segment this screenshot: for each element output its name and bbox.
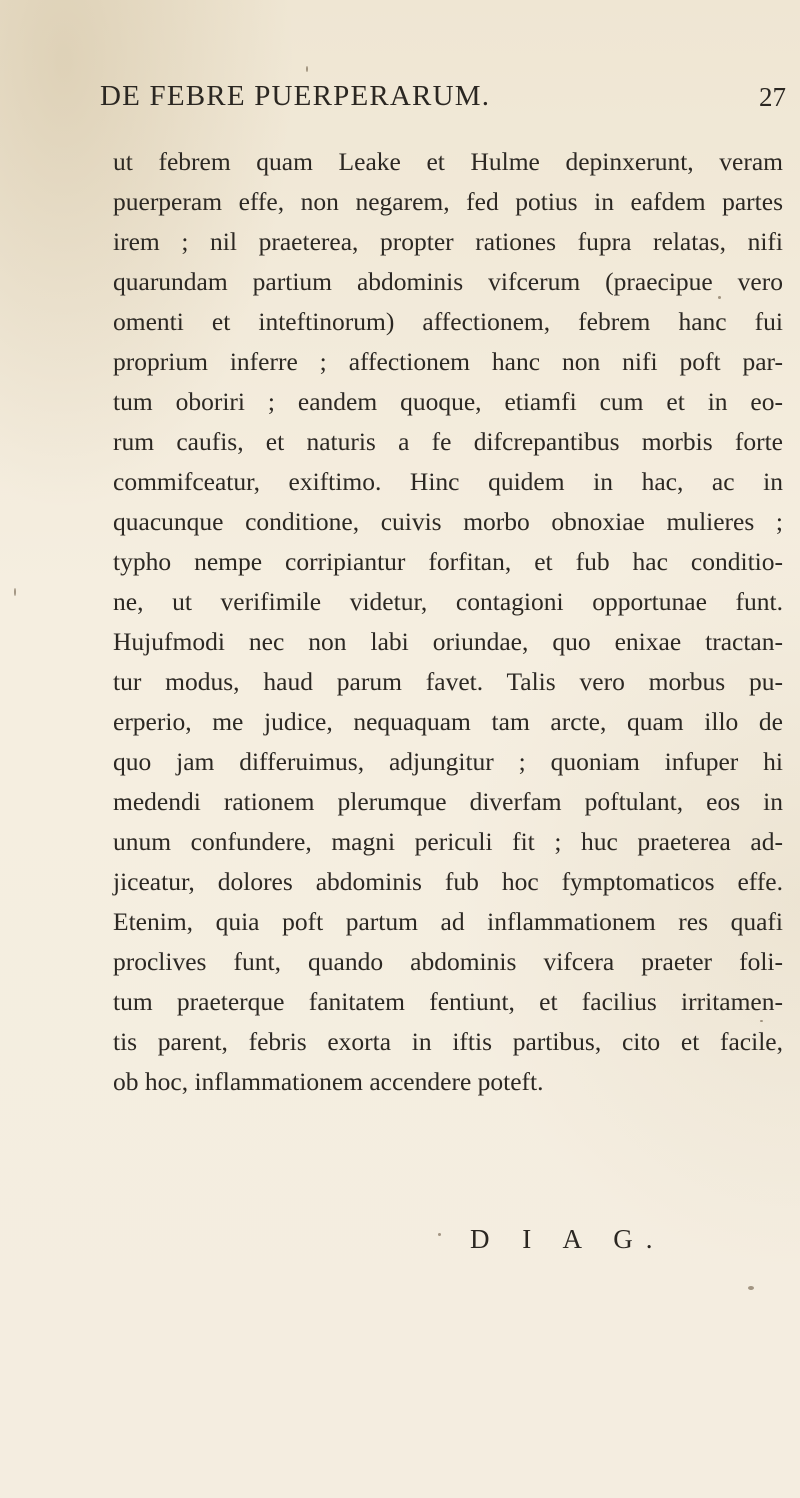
paper-speck xyxy=(438,1233,441,1236)
text-line: quarundam partium abdominis vifcerum (praecipue vero xyxy=(113,267,783,296)
text-line: unum confundere, magni periculi fit ; huc praeterea ad- xyxy=(113,827,783,856)
text-line: medendi rationem plerumque diverfam poftulant, eos in xyxy=(113,787,783,816)
text-line: rum caufis, et naturis a fe difcrepantibus morbis forte xyxy=(113,427,783,456)
text-line: tum praeterque fanitatem fentiunt, et facilius irritamen- xyxy=(113,987,783,1016)
text-line: proprium inferre ; affectionem hanc non nifi poft par- xyxy=(113,347,783,376)
text-line: erperio, me judice, nequaquam tam arcte, quam illo de xyxy=(113,707,783,736)
page-number: 27 xyxy=(759,82,786,112)
body-text xyxy=(113,142,783,1102)
paper-speck xyxy=(306,66,308,72)
text-line: quacunque conditione, cuivis morbo obnoxiae mulieres ; xyxy=(113,507,783,536)
running-title: DE FEBRE PUERPERARUM. xyxy=(100,80,491,112)
text-line: puerperam effe, non negarem, fed potius in eafdem partes xyxy=(113,187,783,216)
text-line: quo jam differuimus, adjungitur ; quoniam infuper hi xyxy=(113,747,783,776)
paper-speck xyxy=(718,296,721,299)
text-line: ob hoc, inflammationem accendere poteft. xyxy=(113,1067,544,1096)
running-head xyxy=(100,80,790,120)
text-line: Hujufmodi nec non labi oriundae, quo enixae tractan- xyxy=(113,627,783,656)
text-line: omenti et inteftinorum) affectionem, febrem hanc fui xyxy=(113,307,783,336)
text-line: irem ; nil praeterea, propter rationes fupra relatas, nifi xyxy=(113,227,783,256)
paper-speck xyxy=(760,1020,763,1022)
text-line: commifceatur, exiftimo. Hinc quidem in hac, ac in xyxy=(113,467,783,496)
text-line: tis parent, febris exorta in iftis partibus, cito et facile, xyxy=(113,1027,783,1056)
text-line: Etenim, quia poft partum ad inflammationem res quafi xyxy=(113,907,783,936)
paper-speck xyxy=(748,1286,754,1290)
paper-speck xyxy=(14,588,16,596)
text-line: ut febrem quam Leake et Hulme depinxerunt, veram xyxy=(113,147,783,176)
text-line: ne, ut verifimile videtur, contagioni opportunae funt. xyxy=(113,587,783,616)
catchword: D I A G. xyxy=(470,1224,666,1254)
text-line: tum oboriri ; eandem quoque, etiamfi cum et in eo- xyxy=(113,387,783,416)
text-line: jiceatur, dolores abdominis fub hoc fymptomaticos effe. xyxy=(113,867,783,896)
text-line: typho nempe corripiantur forfitan, et fub hac conditio- xyxy=(113,547,783,576)
text-line: tur modus, haud parum favet. Talis vero morbus pu- xyxy=(113,667,783,696)
text-line: proclives funt, quando abdominis vifcera praeter foli- xyxy=(113,947,783,976)
